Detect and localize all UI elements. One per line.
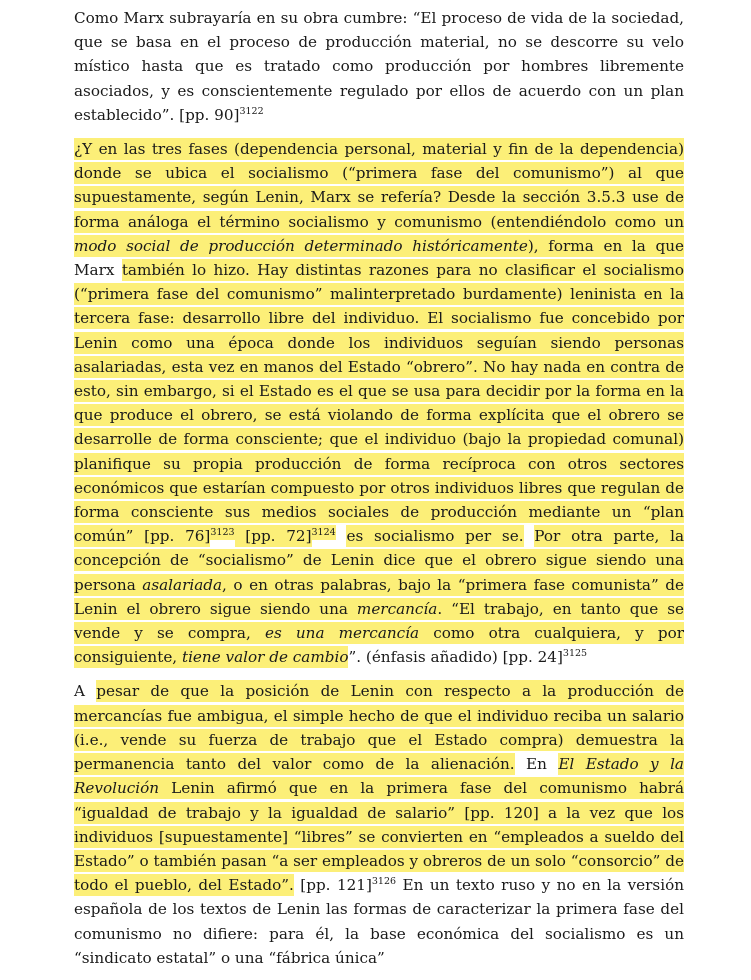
highlighted-text: ), forma en la que: [527, 236, 684, 255]
emphasis-text: mercancía: [356, 599, 438, 618]
highlighted-text: compuesto por otros individuos libres que regulan de forma consciente sus medios sociales de producción mediante un “plan común” [pp. 76]: [74, 478, 684, 546]
emphasis-text: El Estado y la Revolución: [74, 755, 684, 798]
text-run: Como Marx subrayaría en su obra cumbre: “El proceso de vida de la sociedad, que se basa en el proceso de producción material, no se descorre su velo místico hasta que es tratado como producción por hombres libremente asociados, y es conscientemente regulado por ellos de acuerdo con un plan establecido”. [pp. 90]: [74, 9, 684, 124]
footnote-ref: 3125: [562, 648, 588, 660]
text-run: Marx: [74, 261, 122, 280]
highlighted-text: Por otra parte, la concepción de “socialismo” de Lenin dice que el obrero sigue siendo una persona: [74, 527, 685, 594]
footnote-ref: 3126: [371, 876, 397, 888]
highlighted-text: es socialismo per se.: [346, 527, 524, 546]
highlighted-text: [pp. 72]: [234, 527, 312, 546]
paragraph-2: [74, 137, 684, 669]
text-run: [336, 527, 347, 545]
highlighted-text: también lo hizo. Hay distintas razones para no clasificar el socialismo (“primera fase del comunismo” malinterpretado burdamente) leninista en la tercera fase: desarrollo libre del individuo. El socialismo fue concebido por Lenin como una época donde los individuos seguían siendo personas asalariadas, esta vez en manos del Estado “obrero”. No hay nada en contra de esto, sin embargo, si el Estado es el que se usa para decidir por la forma en la que produce el obrero, se está violando de forma explícita que el obrero se desarrolle de forma consciente; que el individuo (bajo la propiedad comunal) planifique su propia producción de forma recíproca con otros sectores económicos que estarían: [74, 261, 685, 497]
emphasis-text: es una mercancía: [264, 624, 420, 643]
emphasis-text: asalariada: [142, 575, 223, 594]
document-page: [74, 6, 684, 980]
paragraph-3: [74, 679, 684, 969]
highlighted-text: Lenin afirmó que en la primera fase del comunismo habrá “igualdad de trabajo y la igualdad de salario” [pp. 120] a la vez que los individuos [supuestamente] “libres” se convierten en “empleados a sueldo del Estado” o también pasan “a ser empleados y obreros de un solo “consorcio” de todo el pueblo, del Estado”.: [74, 779, 684, 895]
highlighted-text: pesar de que la posición de Lenin con respecto a la producción de mercancías fue ambigua, el simple hecho de que el individuo reciba un salario (i.e., vende su fuerza de trabajo que el Estado compra) demuestra la permanencia tanto del valor como de la alienación.: [74, 682, 684, 774]
text-run: En: [514, 755, 559, 774]
emphasis-text: tiene valor de cambio: [181, 648, 349, 667]
text-run: ”. (énfasis añadido) [pp. 24]: [348, 648, 563, 667]
text-run: [pp. 121]: [293, 876, 372, 895]
text-run: A: [74, 682, 97, 701]
highlighted-text: ¿Y en las tres fases (dependencia personal, material y fin de la dependencia) donde se ubica el socialismo (“primera fase del comunismo”) al que supuestamente, según Lenin, Marx se refería? Desde la sección 3.5.3 use de forma análoga el término socialismo y comunismo (entendiéndolo como un: [74, 140, 684, 231]
footnote-ref: 3123: [210, 527, 235, 539]
footnote-ref: 3122: [239, 105, 264, 117]
highlighted-text: , o en otras palabras, bajo la “primera fase comunista” de Lenin el obrero sigue siendo una: [74, 575, 684, 618]
footnote-ref: 3124: [311, 527, 336, 539]
emphasis-text: modo social de producción determinado históricamente: [74, 236, 528, 255]
text-run: En un texto ruso y no en la versión española de los textos de Lenin las formas de caracterizar la primera fase del comunismo no difiere: para él, la base económica del socialismo es un “sindicato estatal” o una “fábrica única”: [74, 876, 684, 967]
highlighted-text: . “El trabajo, en tanto que se vende y se compra,: [74, 599, 684, 643]
paragraph-1: [74, 6, 684, 127]
text-run: [524, 527, 535, 545]
highlighted-text: como otra cualquiera, y por consiguiente,: [74, 624, 684, 667]
